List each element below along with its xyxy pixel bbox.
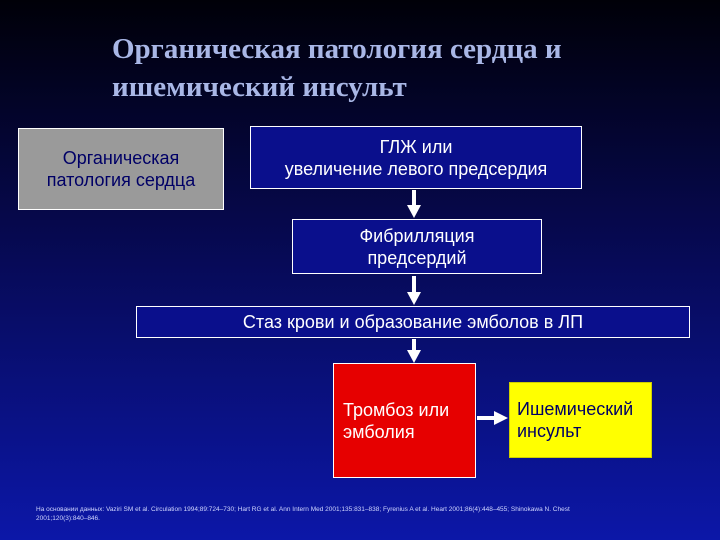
stroke-box-line1: Ишемический bbox=[517, 399, 634, 419]
slide-title-line2: ишемический инсульт bbox=[112, 71, 407, 103]
arrow-down-icon bbox=[407, 276, 421, 305]
thrombosis-box-line2: эмболия bbox=[343, 421, 415, 442]
lvh-box bbox=[250, 126, 582, 189]
organic-box-line1: Органическая bbox=[62, 148, 180, 168]
af-box-line1: Фибрилляция bbox=[359, 225, 475, 246]
af-box-line2: предсердий bbox=[367, 247, 467, 268]
arrow-down-icon bbox=[407, 190, 421, 218]
organic-heart-pathology-box bbox=[18, 128, 224, 210]
stroke-box-line2: инсульт bbox=[517, 421, 582, 441]
ischemic-stroke-box bbox=[509, 382, 652, 458]
footnote-line2: 2001;120(3):840–846. bbox=[36, 515, 100, 522]
thrombosis-embolism-box bbox=[333, 363, 476, 478]
stasis-box-line1: Стаз крови и образование эмболов в ЛП bbox=[242, 312, 584, 332]
slide-title bbox=[112, 30, 702, 106]
arrow-right-icon bbox=[477, 411, 508, 425]
organic-box-line2: патология сердца bbox=[46, 170, 196, 190]
arrow-down-icon bbox=[407, 339, 421, 363]
slide-title-line1: Органическая патология сердца и bbox=[112, 33, 562, 65]
lvh-box-line2: увеличение левого предсердия bbox=[284, 158, 548, 179]
atrial-fibrillation-box bbox=[292, 219, 542, 274]
footnote-line1: На основании данных: Vaziri SM et al. Circulation 1994;89:724–730; Hart RG et al. Ann Intern Med 2001;135:831–838; Fyrenius A et al. Heart 2001;86(4):448–455; Shinokawa N. Chest bbox=[36, 506, 570, 513]
thrombosis-box-line1: Тромбоз или bbox=[343, 399, 450, 420]
lvh-box-line1: ГЛЖ или bbox=[379, 136, 453, 157]
references-footnote bbox=[36, 505, 696, 523]
blood-stasis-box bbox=[136, 306, 690, 338]
